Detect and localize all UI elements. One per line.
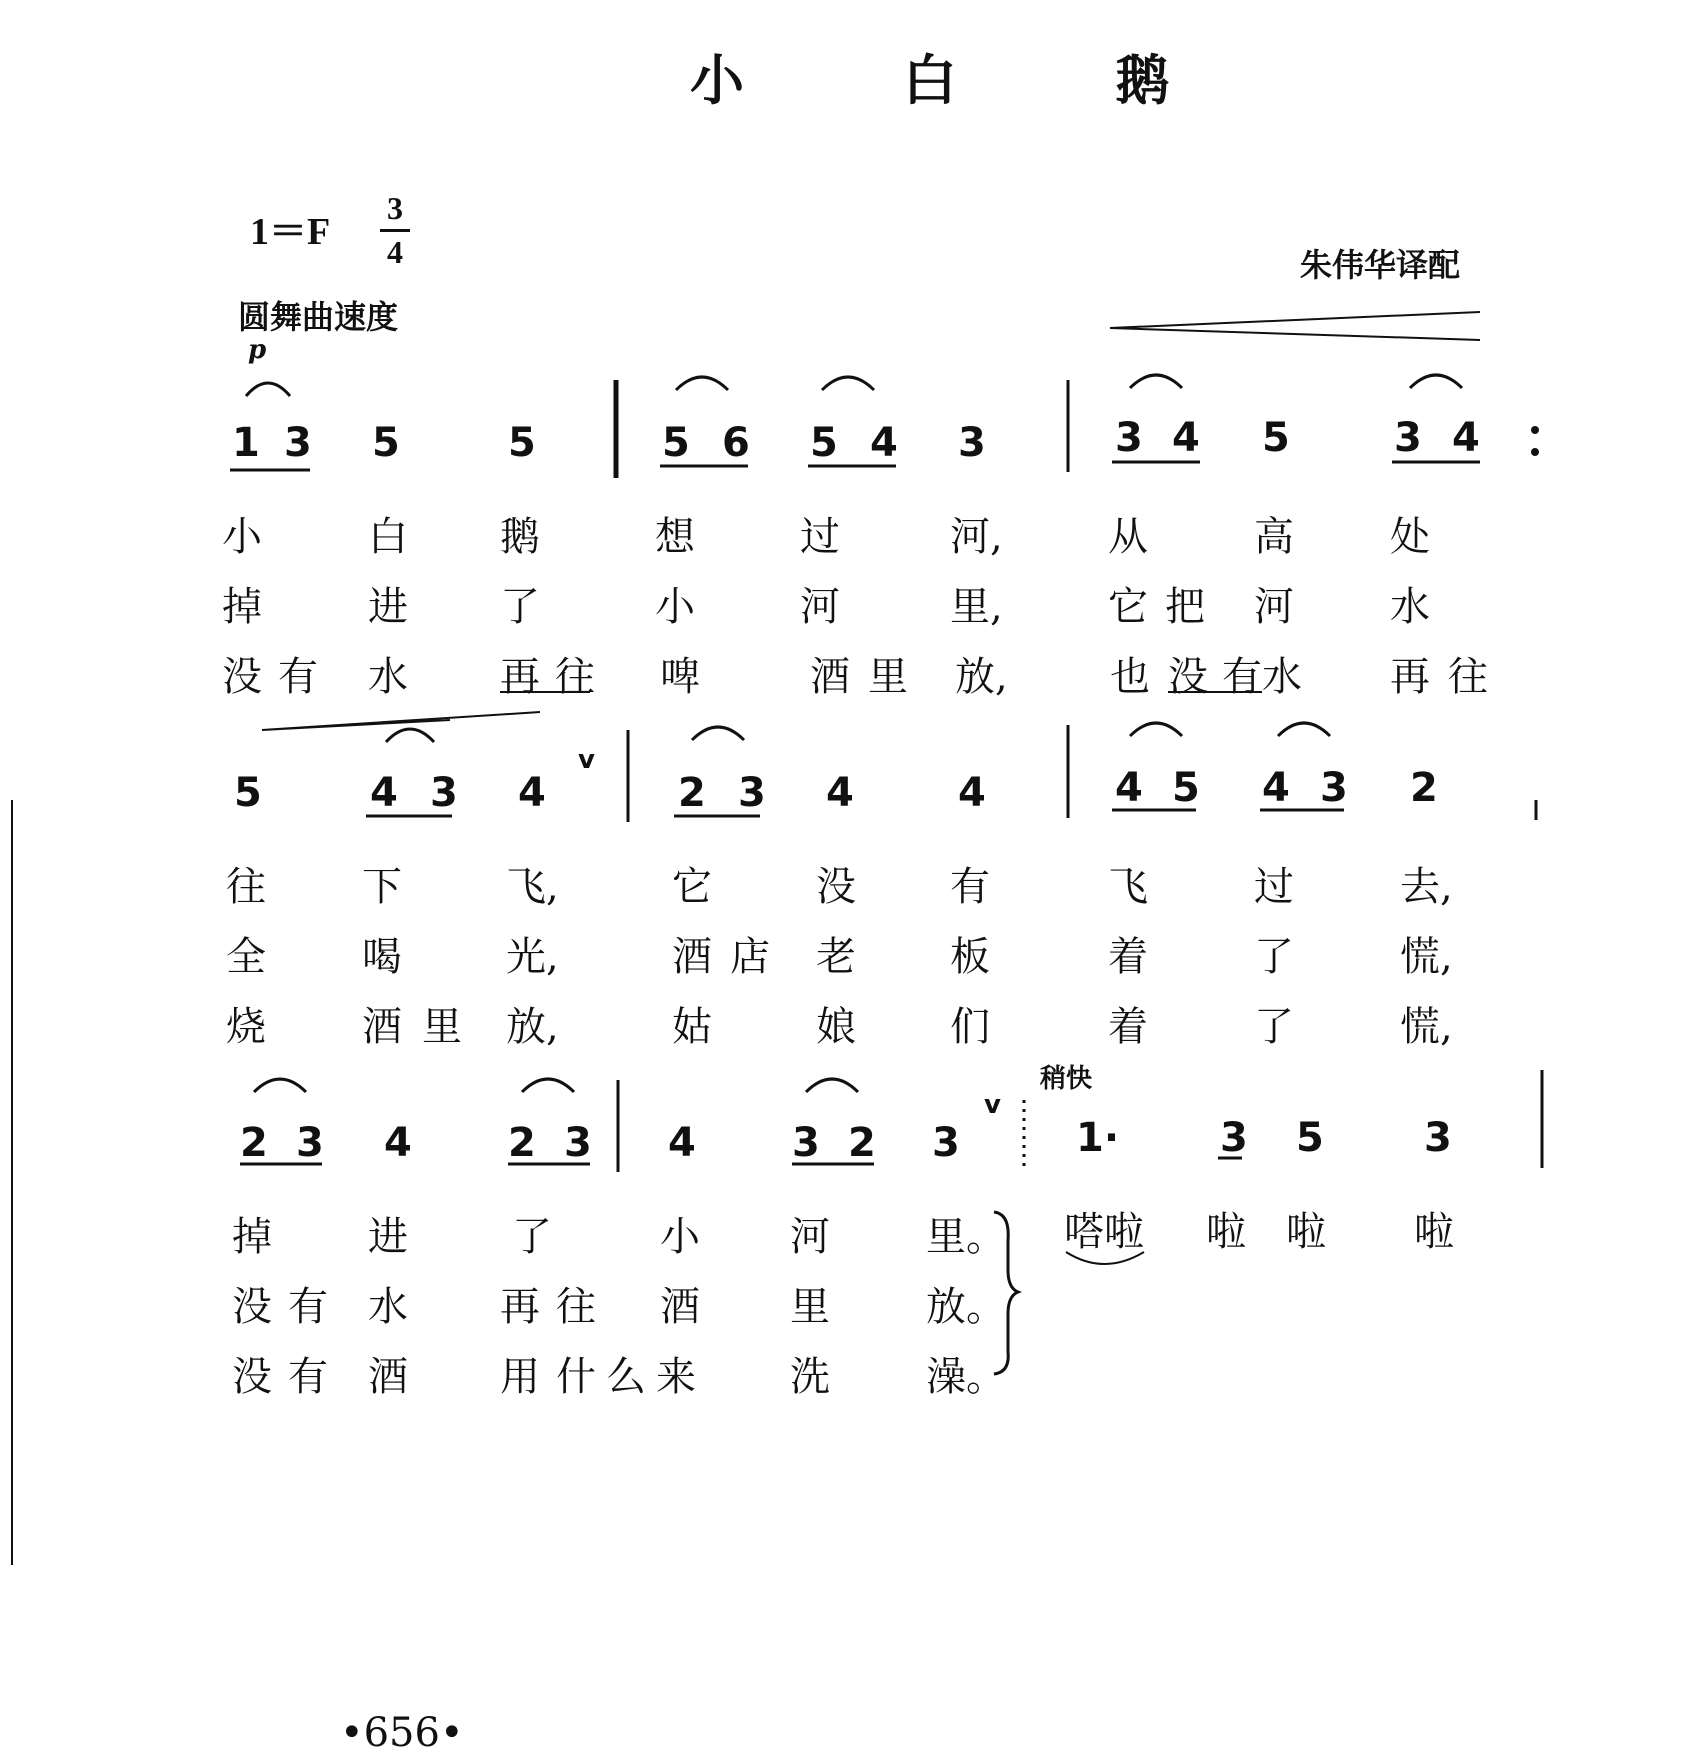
note: 4 [1452, 415, 1480, 461]
slur [386, 729, 434, 742]
lyric: 放, [955, 654, 1008, 700]
note: 3 [958, 420, 986, 466]
lyric: 飞, [506, 864, 559, 910]
lyric: 洗 [790, 1354, 830, 1400]
lyric: 酒 [660, 1284, 700, 1330]
lyric: 往 [226, 864, 266, 910]
lyric: 飞 [1108, 864, 1148, 910]
tempo-change-marking: 稍快 [1040, 1064, 1093, 1094]
lyric: 里, [950, 584, 1003, 630]
lyric: 高 [1254, 514, 1294, 560]
lyric: 放。 [926, 1284, 1006, 1330]
slur [1278, 723, 1330, 736]
slur [692, 727, 744, 740]
lyric: 们 [950, 1004, 990, 1050]
slur [806, 1079, 858, 1092]
lyric: 河, [950, 514, 1003, 560]
slur [522, 1079, 574, 1092]
lyric: 小 [222, 514, 262, 560]
note: 3 [1424, 1115, 1452, 1161]
breath-mark: v [984, 1090, 1001, 1120]
lyric: 酒 [810, 654, 850, 700]
slur [246, 383, 290, 396]
lyric: 了 [512, 1214, 552, 1260]
note: 3 [564, 1120, 592, 1166]
lyric: 河 [1254, 584, 1294, 630]
note: 1 [232, 420, 260, 466]
lyric-slur [1066, 1252, 1144, 1264]
lyric: 娘 [816, 1004, 856, 1050]
lyric: 里 [422, 1004, 462, 1050]
note: 3 [296, 1120, 324, 1166]
lyric: 把 [1165, 584, 1205, 630]
lyric: 再 [1390, 654, 1430, 700]
lyric: 有 [288, 1354, 328, 1400]
diminuendo-hairpin [262, 712, 540, 730]
lyric: 啤 [660, 654, 700, 700]
repeat-dot [1533, 450, 1538, 455]
note: 3 [1220, 1115, 1248, 1161]
note: 5 [810, 420, 838, 466]
lyric: 小 [655, 584, 695, 630]
note: 1· [1076, 1115, 1120, 1161]
lyric: 水 [368, 1284, 408, 1330]
lyric: 光, [506, 934, 559, 980]
breath-mark: v [578, 745, 595, 775]
lyric: 有 [278, 654, 318, 700]
note: 5 [1172, 765, 1200, 811]
lyric: 来 [656, 1354, 696, 1400]
slur [1130, 375, 1182, 388]
page-number: •656• [340, 1710, 464, 1756]
lyric: 了 [1254, 1004, 1294, 1050]
lyric: 它 [1108, 584, 1148, 630]
note: 2 [678, 770, 706, 816]
lyric: 店 [730, 934, 770, 980]
crescendo-hairpin [1110, 312, 1480, 340]
lyric: 它 [672, 864, 712, 910]
key-signature: 1＝F [250, 211, 331, 253]
lyric: 慌, [1400, 934, 1453, 980]
lyric: 水 [368, 654, 408, 700]
lyric: 水 [1262, 654, 1302, 700]
lyric: 酒 [368, 1354, 408, 1400]
lyric: 酒 [672, 934, 712, 980]
lyric: 没 [222, 654, 262, 700]
repeat-dot [1533, 428, 1538, 433]
note: 4 [870, 420, 898, 466]
note: 4 [1172, 415, 1200, 461]
lyric: 水 [1390, 584, 1430, 630]
note: 3 [792, 1120, 820, 1166]
note: 3 [1320, 765, 1348, 811]
lyric: 掉 [222, 584, 262, 630]
lyric: 慌, [1400, 1004, 1453, 1050]
time-signature-top: 3 [387, 190, 403, 226]
lyric: 着 [1108, 934, 1148, 980]
note: 2 [508, 1120, 536, 1166]
lyric: 想 [655, 514, 695, 560]
note: 3 [430, 770, 458, 816]
lyric: 喝 [362, 934, 402, 980]
time-signature-bottom: 4 [387, 234, 403, 270]
lyric: 着 [1108, 1004, 1148, 1050]
note: 3 [1394, 415, 1422, 461]
refrain-lyric: 啦 [1414, 1209, 1454, 1255]
lyric: 过 [1254, 864, 1294, 910]
lyric: 没 [232, 1284, 272, 1330]
lyric: 了 [500, 584, 540, 630]
note: 5 [234, 770, 262, 816]
note: 3 [738, 770, 766, 816]
note: 3 [284, 420, 312, 466]
lyric: 进 [368, 584, 408, 630]
slur [254, 1079, 306, 1092]
lyric: 处 [1390, 514, 1430, 560]
slur [822, 377, 874, 390]
lyric: 没 [1168, 654, 1208, 700]
lyric: 里。 [926, 1214, 1006, 1260]
lyric: 有 [1222, 654, 1262, 700]
song-title: 小 白 鹅 [690, 48, 1240, 112]
lyric: 全 [226, 934, 266, 980]
lyric: 么 [606, 1354, 646, 1400]
lyric: 往 [1448, 654, 1488, 700]
note: 6 [722, 420, 750, 466]
note: 2 [848, 1120, 876, 1166]
lyric: 白 [368, 514, 408, 560]
lyric: 什 [556, 1354, 596, 1400]
lyric: 没 [232, 1354, 272, 1400]
refrain-lyric: 啦 [1286, 1209, 1326, 1255]
note: 4 [518, 770, 546, 816]
lyric: 放, [506, 1004, 559, 1050]
verse-brace [994, 1212, 1018, 1374]
lyric: 小 [660, 1214, 700, 1260]
lyric: 再 [500, 1284, 540, 1330]
note: 4 [1115, 765, 1143, 811]
arranger-credit: 朱伟华译配 [1300, 246, 1461, 284]
lyric: 姑 [672, 1004, 712, 1050]
lyric: 过 [800, 514, 840, 560]
lyric: 河 [800, 584, 840, 630]
lyric: 老 [816, 934, 856, 980]
lyric: 没 [816, 864, 856, 910]
lyric: 河 [790, 1214, 830, 1260]
lyric: 下 [362, 864, 402, 910]
note: 4 [958, 770, 986, 816]
lyric: 里 [868, 654, 908, 700]
note: 3 [1115, 415, 1143, 461]
note: 5 [1296, 1115, 1324, 1161]
refrain-lyric: 啦 [1206, 1209, 1246, 1255]
refrain-lyric: 嗒啦 [1064, 1209, 1144, 1255]
note: 4 [826, 770, 854, 816]
lyric: 里 [790, 1284, 830, 1330]
note: 4 [384, 1120, 412, 1166]
note: 2 [1410, 765, 1438, 811]
note: 2 [240, 1120, 268, 1166]
note: 5 [662, 420, 690, 466]
lyric: 往 [555, 654, 595, 700]
lyric: 从 [1108, 514, 1148, 560]
lyric: 有 [950, 864, 990, 910]
lyric: 有 [288, 1284, 328, 1330]
lyric: 酒 [362, 1004, 402, 1050]
slur [1130, 723, 1182, 736]
slur [1410, 375, 1462, 388]
lyric: 往 [556, 1284, 596, 1330]
lyric: 掉 [232, 1214, 272, 1260]
lyric: 了 [1254, 934, 1294, 980]
note: 4 [1262, 765, 1290, 811]
tempo-marking: 圆舞曲速度 [238, 298, 399, 336]
note: 3 [932, 1120, 960, 1166]
lyric: 烧 [226, 1004, 266, 1050]
lyric: 也 [1110, 654, 1150, 700]
note: 5 [1262, 415, 1290, 461]
lyric: 板 [950, 934, 990, 980]
note: 5 [372, 420, 400, 466]
lyric: 用 [500, 1354, 540, 1400]
lyric: 进 [368, 1214, 408, 1260]
lyric: 澡。 [926, 1354, 1006, 1400]
note: 4 [370, 770, 398, 816]
slur [676, 377, 728, 390]
note: 5 [508, 420, 536, 466]
lyric: 鹅 [500, 514, 540, 560]
note: 4 [668, 1120, 696, 1166]
lyric: 去, [1400, 864, 1453, 910]
lyric: 再 [500, 654, 540, 700]
dynamic-marking: p [248, 335, 267, 365]
